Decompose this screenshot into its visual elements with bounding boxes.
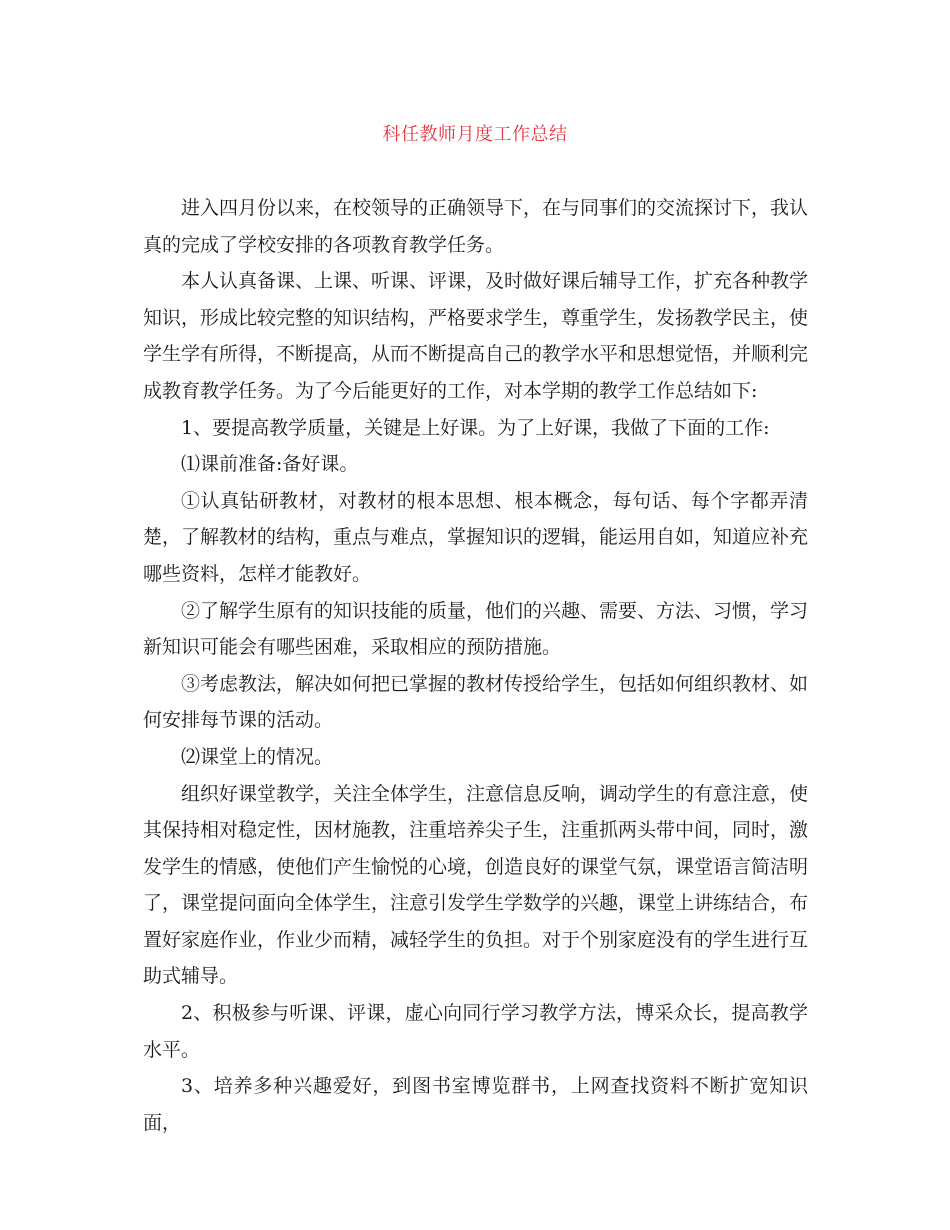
paragraph-point-3: 3、培养多种兴趣爱好，到图书室博览群书，上网查找资料不断扩宽知识面，: [143, 1075, 808, 1134]
paragraph-subpoint-1: ⑴课前准备:备好课。: [181, 453, 359, 476]
paragraph-classroom: 组织好课堂教学，关注全体学生，注意信息反响，调动学生的有意注意，使其保持相对稳定性，因材施教，注重培养尖子生，注重抓两头带中间，同时，激发学生的情感，使他们产生愉悦的心境，创造良好的课堂气氛，课堂语言简洁明了，课堂提问面向全体学生，注意引发学生学数学的兴趣，课堂上讲练结合，布置好家庭作业，作业少而精，减轻学生的负担。对于个别家庭没有的学生进行互助式辅导。: [143, 782, 809, 988]
paragraph-subpoint-2: ⑵课堂上的情况。: [181, 745, 334, 768]
document-body: [143, 190, 808, 1141]
paragraph-point-1: 1、要提高教学质量，关键是上好课。为了上好课，我做了下面的工作:: [181, 416, 770, 439]
paragraph-point-2: 2、积极参与听课、评课，虚心向同行学习教学方法，博采众长，提高教学水平。: [143, 1002, 808, 1061]
paragraph-item-2: ②了解学生原有的知识技能的质量，他们的兴趣、需要、方法、习惯，学习新知识可能会有哪些困难，采取相应的预防措施。: [143, 599, 809, 659]
paragraph-item-3: ③考虑教法，解决如何把已掌握的教材传授给学生，包括如何组织教材、如何安排每节课的活动。: [143, 672, 809, 732]
paragraph-item-1: ①认真钻研教材，对教材的根本思想、根本概念，每句话、每个字都弄清楚，了解教材的结构，重点与难点，掌握知识的逻辑，能运用自如，知道应补充哪些资料，怎样才能教好。: [143, 489, 809, 585]
paragraph-overview: 本人认真备课、上课、听课、评课，及时做好课后辅导工作，扩充各种教学知识，形成比较完整的知识结构，严格要求学生，尊重学生，发扬教学民主，使学生学有所得，不断提高，从而不断提高自己的教学水平和思想觉悟，并顺利完成教育教学任务。为了今后能更好的工作，对本学期的教学工作总结如下:: [143, 270, 809, 402]
document-title: 科任教师月度工作总结: [382, 124, 568, 145]
paragraph-intro: 进入四月份以来，在校领导的正确领导下，在与同事们的交流探讨下，我认真的完成了学校安排的各项教育教学任务。: [143, 197, 809, 256]
